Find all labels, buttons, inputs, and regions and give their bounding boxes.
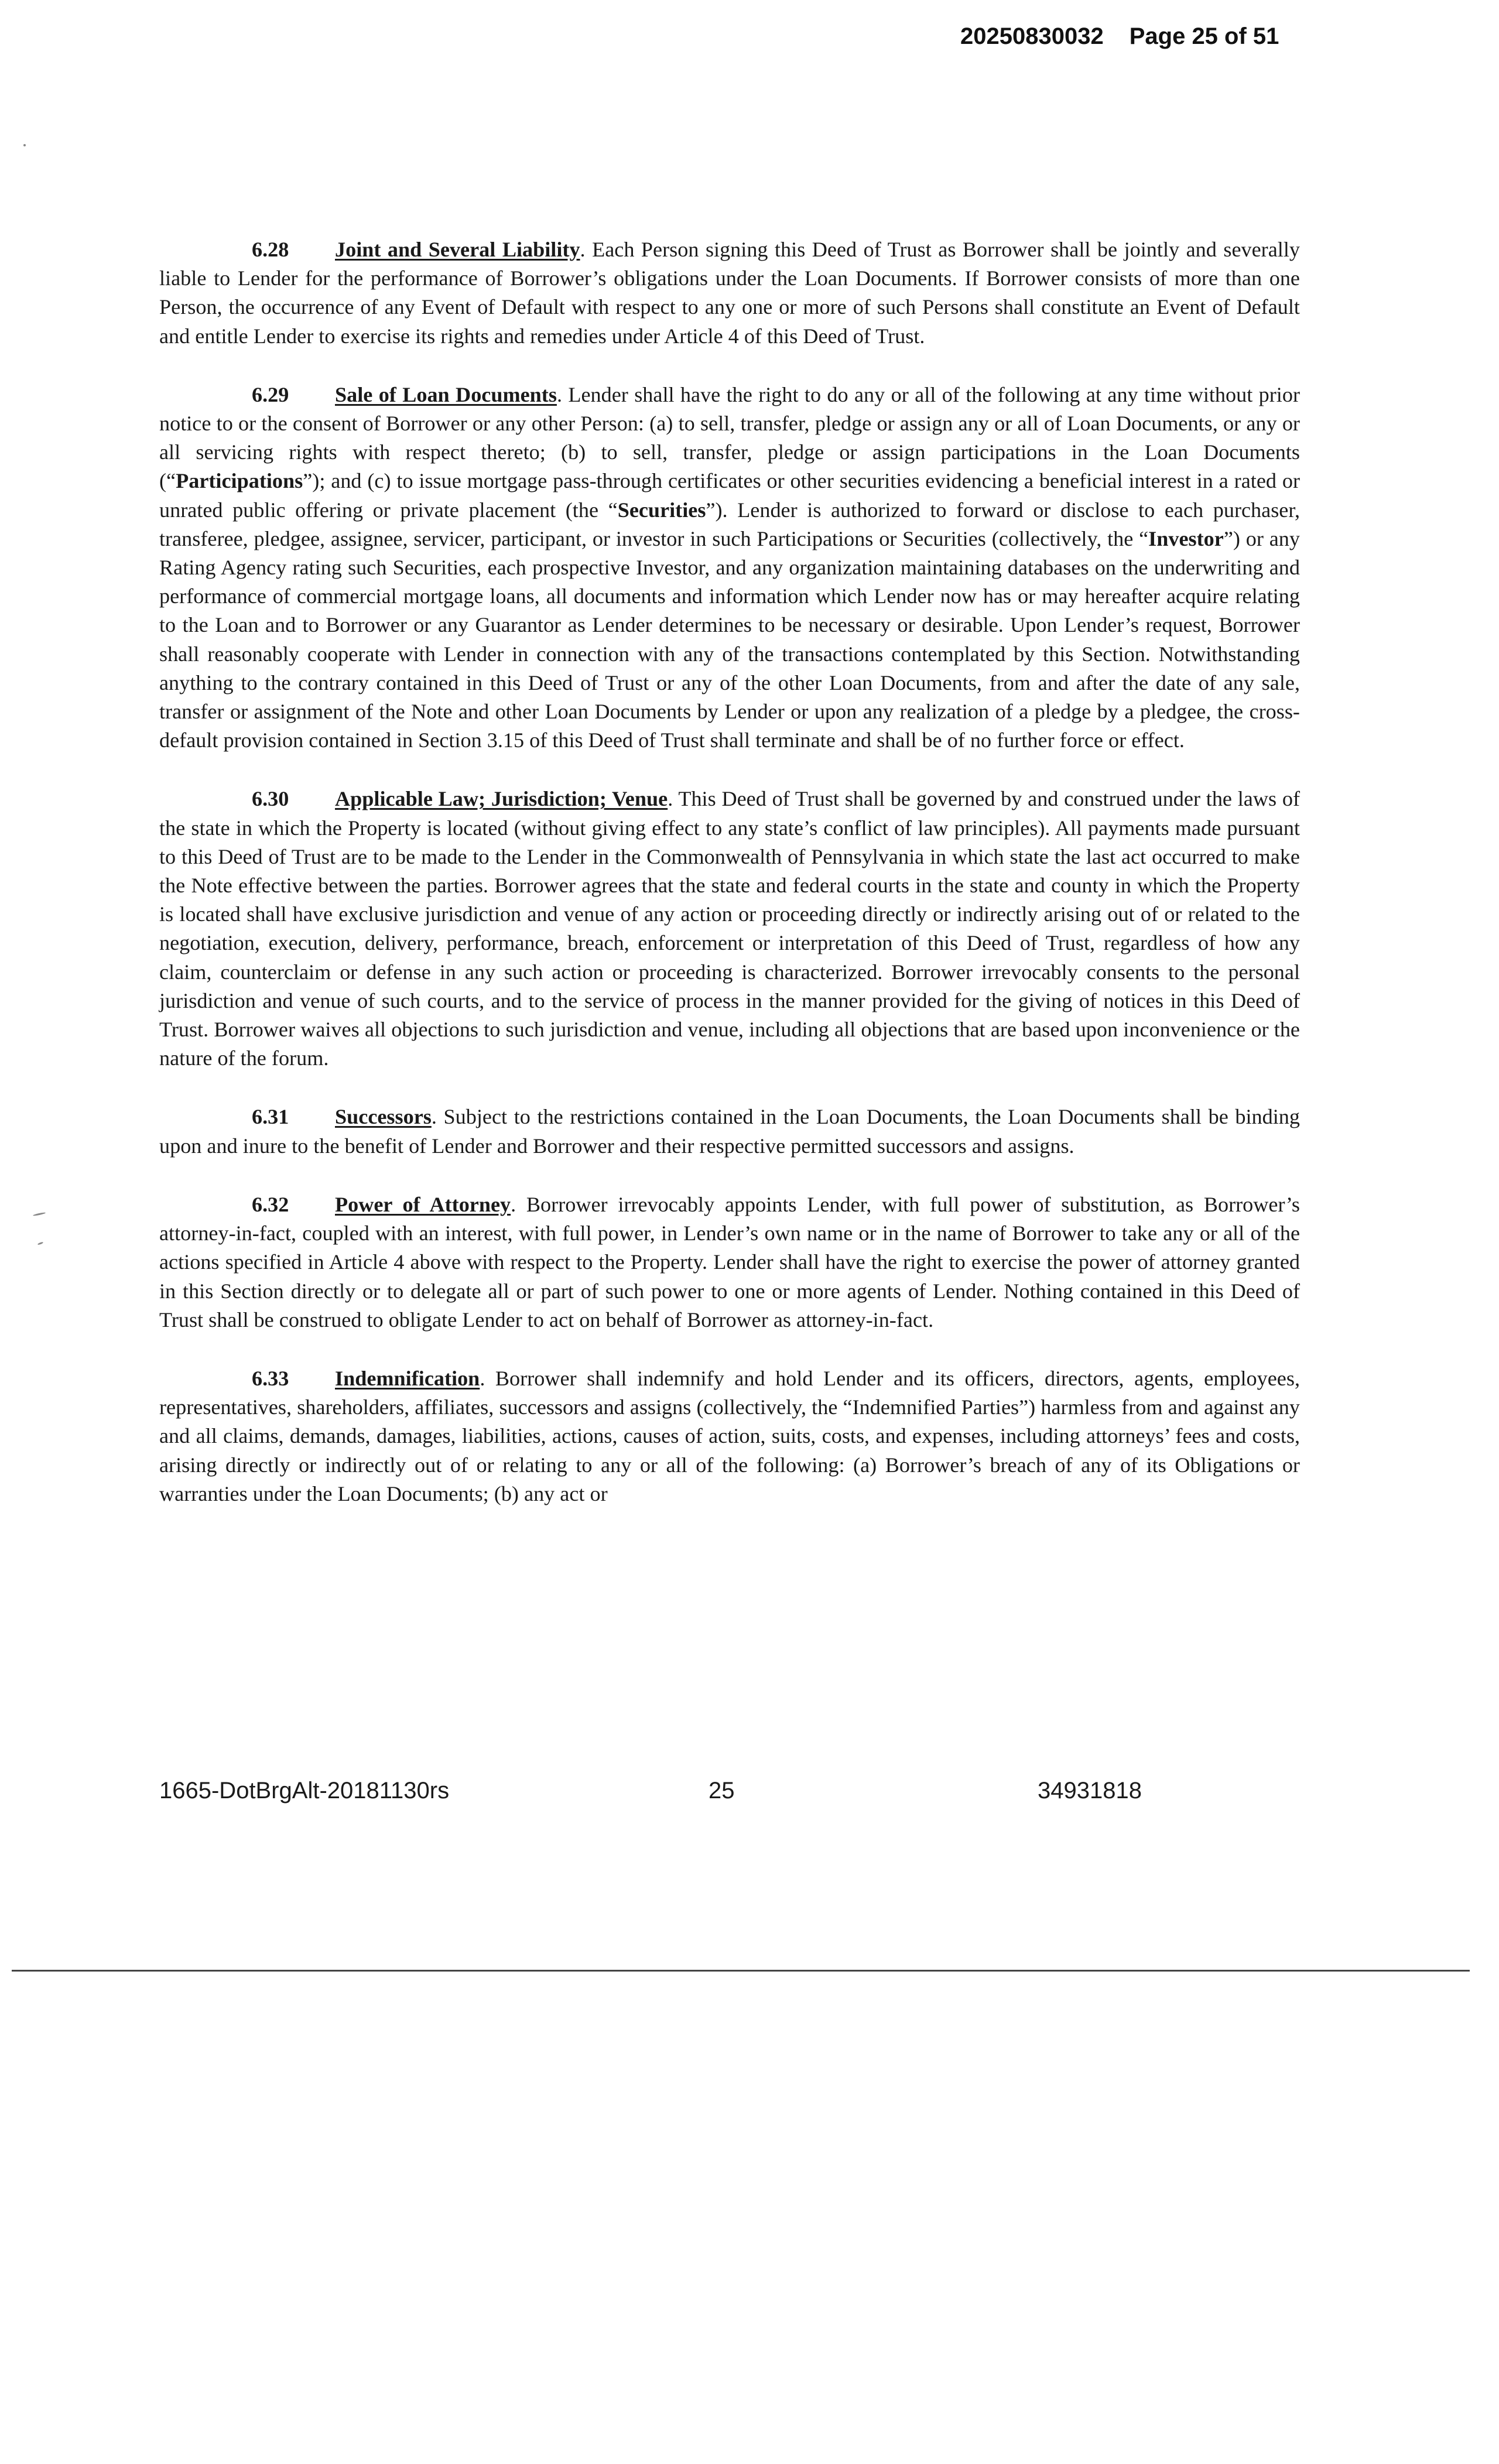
section-title-end: . (580, 238, 586, 261)
section-number: 6.28 (252, 238, 289, 261)
section-title-end: . (431, 1105, 437, 1129)
scan-speck (37, 1241, 43, 1245)
section-6-30 (159, 785, 1300, 1073)
section-title: Power of Attorney (335, 1192, 511, 1216)
section-text: Subject to the restrictions contained in the Loan Documents, the Loan Documents shall be binding upon and inure to the benefit of Lender and Borrower and their respective permitted successors and assigns. (159, 1105, 1300, 1158)
section-text: This Deed of Trust shall be governed by and construed under the laws of the state in which the Property is located (without giving effect to any state’s conflict of law principles). All payments made pursuant to this Deed of Trust are to be made to the Lender in the Commonwealth of Pennsylvania in which state the last act occurred to make the Note effective between the parties. Borrower agrees that the state and federal courts in the state and county in which the Property is located shall have exclusive jurisdiction and venue of any action or proceeding directly or indirectly arising out of or related to the negotiation, execution, delivery, performance, breach, enforcement or interpretation of this Deed of Trust, regardless of how any claim, counterclaim or defense in any such action or proceeding is characterized. Borrower irrevocably consents to the personal jurisdiction and venue of such courts, and to the service of process in the manner provided for the giving of notices in this Deed of Trust. Borrower waives all objections to such jurisdiction and venue, including all objections that are based upon inconvenience or the nature of the forum. (159, 787, 1300, 1070)
defined-term: Securities (617, 498, 706, 522)
section-text: ”). Lender is authorized to forward or disclose to each purchaser, transferee, pledgee, assignee, servicer, participant, or investor in such Participations or Securities (collectively, the “ (159, 498, 1300, 550)
document-code: 1665-DotBrgAlt-20181130rs (159, 1778, 450, 1803)
section-6-28 (159, 235, 1300, 351)
section-title: Successors (335, 1105, 432, 1129)
section-title-end: . (480, 1366, 485, 1390)
page-header (960, 23, 1347, 50)
section-text: ”) or any Rating Agency rating such Securities, each prospective Investor, and any organization maintaining databases on the underwriting and performance of commercial mortgage loans, all documents and information which Lender now has or may hereafter acquire relating to the Loan and to Borrower or any Guarantor as Lender determines to be necessary or desirable. Upon Lender’s request, Borrower shall reasonably cooperate with Lender in connection with any of the transactions contemplated by this Section. Notwithstanding anything to the contrary contained in this Deed of Trust or any of the other Loan Documents, from and after the date of any sale, transfer or assignment of the Note and other Loan Documents by Lender or upon any realization of a pledge by a pledgee, the cross-default provision contained in Section 3.15 of this Deed of Trust shall terminate and shall be of no further force or effect. (159, 526, 1300, 752)
section-title-end: . (668, 787, 673, 811)
bottom-rule (12, 1970, 1470, 1972)
section-number: 6.30 (252, 787, 289, 811)
defined-term: Participations (176, 469, 303, 493)
section-title: Joint and Several Liability (335, 238, 580, 261)
section-text: Borrower irrevocably appoints Lender, with full power of substitution, as Borrower’s attorney-in-fact, coupled with an interest, with full power, in Lender’s own name or in the name of Borrower to take any or all of the actions specified in Article 4 above with respect to the Property. Lender shall have the right to exercise the power of attorney granted in this Section directly or to delegate all or part of such power to one or more agents of Lender. Nothing contained in this Deed of Trust shall be construed to obligate Lender to act on behalf of Borrower as attorney-in-fact. (159, 1192, 1300, 1332)
section-text: Borrower shall indemnify and hold Lender and its officers, directors, agents, employees, representatives, shareholders, affiliates, successors and assigns (collectively, the “Indemnified Parties”) harmless from and against any and all claims, demands, damages, liabilities, actions, causes of action, suits, costs, and expenses, including attorneys’ fees and costs, arising directly or indirectly out of or relating to any or all of the following: (a) Borrower’s breach of any of its Obligations or warranties under the Loan Documents; (b) any act or (159, 1366, 1300, 1505)
section-6-32 (159, 1190, 1300, 1334)
page-number: 25 (709, 1778, 735, 1803)
reference-number: 34931818 (1038, 1778, 1142, 1803)
section-text: Lender shall have the right to do any or all of the following at any time without prior notice to or the consent of Borrower or any other Person: (a) to sell, transfer, pledge or assign any or all of Loan Documents, or any or all servicing rights with respect thereto; (b) to sell, transfer, pledge or assign participations in the Loan Documents (“ (159, 382, 1300, 493)
section-title: Applicable Law; Jurisdiction; Venue (335, 787, 668, 811)
scan-speck (23, 144, 26, 146)
section-6-33 (159, 1364, 1300, 1508)
section-title: Sale of Loan Documents (335, 382, 557, 406)
section-number: 6.32 (252, 1192, 289, 1216)
section-number: 6.33 (252, 1366, 289, 1390)
document-body (159, 235, 1300, 1538)
section-number: 6.31 (252, 1105, 289, 1129)
section-text: Each Person signing this Deed of Trust as Borrower shall be jointly and severally liable to Lender for the performance of Borrower’s obligations under the Loan Documents. If Borrower consists of more than one Person, the occurrence of any Event of Default with respect to any one or more of such Persons shall constitute an Event of Default and entitle Lender to exercise its rights and remedies under Article 4 of this Deed of Trust. (159, 238, 1300, 348)
section-title-end: . (556, 382, 562, 406)
section-6-29 (159, 381, 1300, 755)
document-number: 20250830032 (960, 23, 1104, 49)
section-number: 6.29 (252, 382, 289, 406)
page-label: Page 25 of 51 (1129, 23, 1279, 49)
section-title: Indemnification (335, 1366, 480, 1390)
section-text: ”); and (c) to issue mortgage pass-through certificates or other securities evidencing a beneficial interest in a rated or unrated public offering or private placement (the “ (159, 469, 1300, 522)
scan-speck (33, 1212, 46, 1217)
defined-term: Investor (1148, 526, 1224, 550)
section-6-31 (159, 1103, 1300, 1160)
section-title-end: . (511, 1192, 516, 1216)
